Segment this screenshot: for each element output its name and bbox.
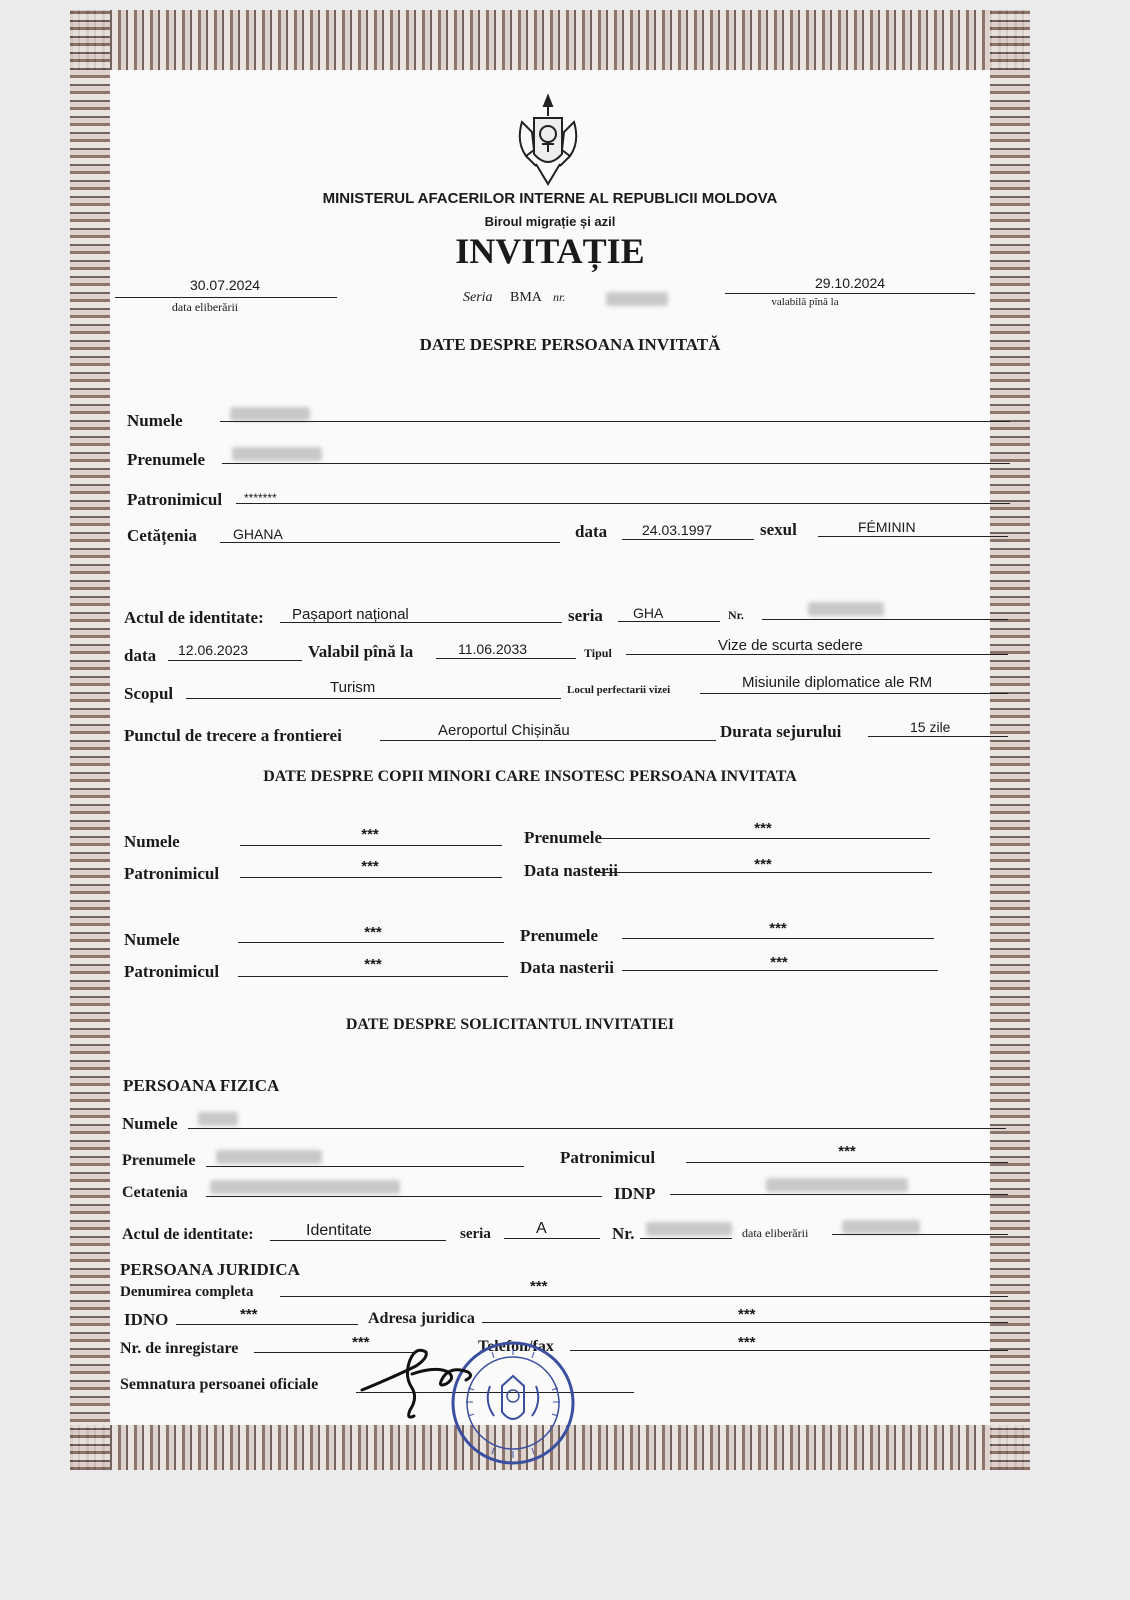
phone-value: ***	[738, 1334, 756, 1351]
applicant-issue-label: data eliberării	[742, 1226, 809, 1240]
redacted-firstname	[232, 447, 322, 461]
border-value: Aeroportul Chișinău	[438, 722, 570, 739]
surname-label: Numele	[127, 411, 183, 430]
office-name: Biroul migrație și azil	[484, 214, 616, 229]
child1-birth: ***	[754, 856, 772, 873]
child1-birth-label: Data nasterii	[524, 861, 618, 880]
redacted-applicant-issue-date	[842, 1220, 920, 1234]
serial-label: Seria	[463, 290, 493, 305]
visa-place-label: Locul perfectarii vizei	[567, 684, 671, 696]
reg-label: Nr. de inregistare	[120, 1340, 239, 1357]
redacted-applicant-nr	[646, 1222, 732, 1236]
child2-surname-label: Numele	[124, 930, 180, 949]
citizenship-label: Cetățenia	[127, 526, 197, 545]
purpose-label: Scopul	[124, 684, 174, 703]
applicant-patronymic-label: Patronimicul	[560, 1148, 656, 1167]
full-name-label: Denumirea completa	[120, 1284, 254, 1300]
signature-label: Semnatura persoanei oficiale	[120, 1376, 319, 1393]
applicant-series-label: seria	[460, 1226, 491, 1242]
redacted-applicant-citizenship	[210, 1180, 400, 1194]
applicant-citizenship-label: Cetatenia	[122, 1184, 188, 1201]
address-label: Adresa juridica	[368, 1310, 475, 1327]
child2-surname: ***	[364, 924, 382, 941]
applicant-id-doc-label: Actul de identitate:	[122, 1226, 254, 1243]
purpose-value: Turism	[330, 679, 376, 696]
idno-value: ***	[240, 1306, 258, 1323]
child2-birth: ***	[770, 954, 788, 971]
redacted-serial-number	[606, 292, 668, 306]
patronymic-value: *******	[244, 491, 277, 505]
citizenship-value: GHANA	[233, 526, 283, 542]
full-name-value: ***	[530, 1278, 548, 1295]
border-label: Punctul de trecere a frontierei	[124, 726, 342, 745]
section-invited-person-title: DATE DESPRE PERSOANA INVITATĂ	[419, 335, 721, 354]
reg-value: ***	[352, 1334, 370, 1351]
legal-person-heading: PERSOANA JURIDICA	[120, 1260, 300, 1279]
redacted-applicant-surname	[198, 1112, 238, 1126]
applicant-surname-label: Numele	[122, 1114, 178, 1133]
nr-label: Nr.	[728, 608, 744, 622]
idnp-label: IDNP	[614, 1184, 656, 1203]
valid-label: Valabil pînă la	[308, 642, 414, 661]
child1-firstname-label: Prenumele	[524, 828, 603, 847]
signature-icon	[356, 1336, 486, 1426]
redacted-passport-number	[808, 602, 884, 616]
child1-surname-label: Numele	[124, 832, 180, 851]
issue-date-label: data eliberării	[171, 300, 239, 314]
ornamental-border-right	[990, 10, 1030, 1470]
section-children-title: DATE DESPRE COPII MINORI CARE INSOTESC PERSOANA INVITATA	[263, 768, 797, 785]
birth-label: data	[575, 522, 608, 541]
issue-value: 12.06.2023	[178, 642, 249, 658]
redacted-applicant-firstname	[216, 1150, 322, 1164]
valid-until-date: 29.10.2024	[814, 275, 886, 291]
ornamental-border-top	[70, 10, 1030, 70]
series-label: seria	[568, 606, 603, 625]
child2-firstname-label: Prenumele	[520, 926, 599, 945]
serial-series: BMA	[510, 290, 542, 305]
type-label: Tipul	[584, 646, 612, 660]
sex-value: FÉMININ	[858, 519, 916, 535]
child1-patronymic: ***	[361, 858, 379, 875]
type-value: Vize de scurta sedere	[718, 637, 863, 654]
natural-person-heading: PERSOANA FIZICA	[123, 1076, 280, 1095]
moldova-coat-of-arms-icon	[512, 92, 584, 190]
serial-nr-label: nr.	[553, 290, 566, 304]
issue-date: 30.07.2024	[189, 277, 261, 293]
child1-surname: ***	[361, 826, 379, 843]
duration-label: Durata sejurului	[720, 722, 842, 741]
visa-place-value: Misiunile diplomatice ale RM	[742, 674, 933, 691]
redacted-idnp	[766, 1178, 908, 1192]
child2-firstname: ***	[769, 920, 787, 937]
duration-value: 15 zile	[910, 719, 951, 735]
child1-patronymic-label: Patronimicul	[124, 864, 220, 883]
issue-label: data	[124, 646, 157, 665]
applicant-series: A	[536, 1220, 547, 1237]
phone-label: Telefon/fax	[478, 1338, 554, 1355]
series-value: GHA	[633, 605, 664, 621]
applicant-firstname-label: Prenumele	[122, 1152, 196, 1169]
id-doc-label: Actul de identitate:	[124, 608, 264, 627]
ministry-name: MINISTERUL AFACERILOR INTERNE AL REPUBLICII MOLDOVA	[322, 190, 778, 207]
birth-value: 24.03.1997	[642, 522, 713, 538]
valid-until-label: valabilă pînă la	[771, 296, 839, 308]
section-applicant-title: DATE DESPRE SOLICITANTUL INVITATIEI	[345, 1016, 675, 1033]
applicant-id-doc: Identitate	[306, 1222, 372, 1239]
sex-label: sexul	[760, 520, 797, 539]
child2-patronymic: ***	[364, 956, 382, 973]
applicant-patronymic: ***	[838, 1143, 856, 1160]
child2-patronymic-label: Patronimicul	[124, 962, 220, 981]
firstname-label: Prenumele	[127, 450, 206, 469]
id-doc-value: Pașaport național	[292, 606, 409, 623]
idno-label: IDNO	[124, 1310, 169, 1329]
ornamental-border-left	[70, 10, 110, 1470]
patronymic-label: Patronimicul	[127, 490, 223, 509]
valid-value: 11.06.2033	[458, 641, 528, 657]
document-title: INVITAȚIE	[455, 231, 645, 271]
redacted-surname	[230, 407, 310, 421]
address-value: ***	[738, 1306, 756, 1323]
child1-firstname: ***	[754, 820, 772, 837]
applicant-nr-label: Nr.	[612, 1224, 635, 1243]
child2-birth-label: Data nasterii	[520, 958, 614, 977]
